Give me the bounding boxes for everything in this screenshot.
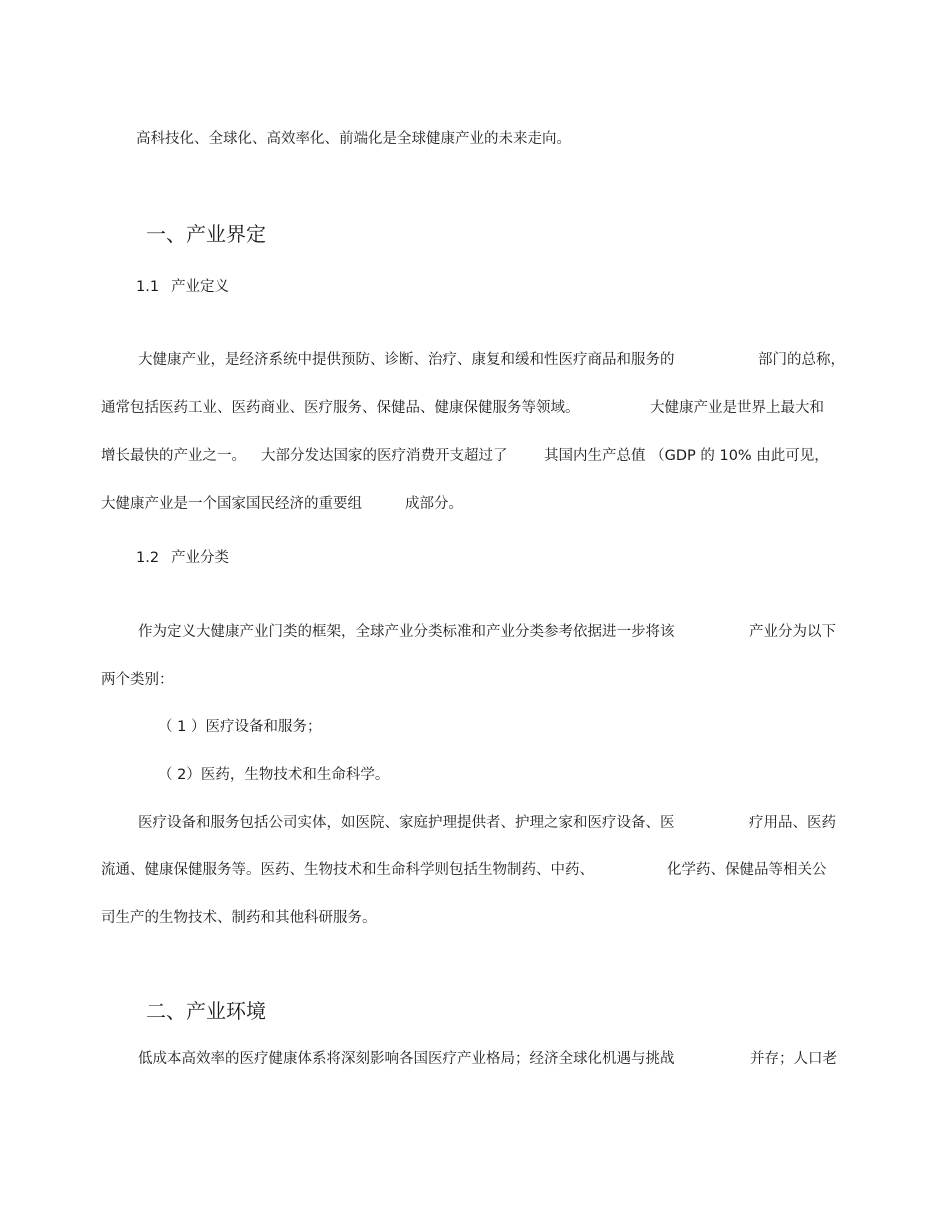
text-segment: 并存；人口老	[750, 1051, 837, 1067]
text-segment: 增长最快的产业之一。	[101, 448, 246, 464]
subsection-title: 产业定义	[171, 279, 230, 295]
subsection-1-2-heading	[136, 548, 229, 568]
definition-line-3	[101, 446, 841, 466]
classification-line-1	[138, 622, 843, 642]
text-segment: 低成本高效率的医疗健康体系将深刻影响各国医疗产业格局；经济全球化机遇与挑战	[138, 1051, 675, 1067]
category-item-1: （ 1 ）医疗设备和服务；	[158, 719, 322, 735]
category-detail-line-3: 司生产的生物技术、制药和其他科研服务。	[101, 910, 377, 926]
text-segment: 大健康产业是世界上最大和	[650, 400, 824, 416]
definition-line-4	[101, 494, 841, 514]
text-segment: 疗用品、医药	[749, 815, 836, 831]
subsection-1-1-heading	[136, 277, 229, 297]
text-segment: 流通、健康保健服务等。医药、生物技术和生命科学则包括生物制药、中药、	[101, 862, 594, 878]
text-segment: 大健康产业，是经济系统中提供预防、诊断、治疗、康复和缓和性医疗商品和服务的	[138, 352, 675, 368]
category-detail-line-2	[101, 860, 841, 880]
text-segment: 医疗设备和服务包括公司实体，如医院、家庭护理提供者、护理之家和医疗设备、医	[138, 815, 675, 831]
subsection-title: 产业分类	[171, 550, 230, 566]
definition-line-1	[138, 350, 845, 370]
text-segment: 化学药、保健品等相关公	[667, 862, 827, 878]
environment-line-1	[138, 1049, 843, 1069]
text-segment: 通常包括医药工业、医药商业、医疗服务、保健品、健康保健服务等领域。	[101, 400, 580, 416]
text-segment: 部门的总称，	[758, 352, 845, 368]
text-segment: 产业分为以下	[749, 624, 836, 640]
category-detail-line-1	[138, 813, 843, 833]
section-1-heading: 一、产业界定	[146, 222, 266, 246]
section-2-heading: 二、产业环境	[146, 999, 266, 1023]
intro-paragraph: 高科技化、全球化、高效率化、前端化是全球健康产业的未来走向。	[136, 131, 571, 147]
text-segment: 作为定义大健康产业门类的框架，全球产业分类标准和产业分类参考依据进一步将该	[138, 624, 675, 640]
definition-line-2	[101, 398, 841, 418]
text-segment: 成部分。	[405, 496, 463, 512]
text-segment: 大健康产业是一个国家国民经济的重要组	[101, 496, 362, 512]
category-item-2: （ 2）医药，生物技术和生命科学。	[158, 767, 390, 783]
subsection-number: 1.2	[136, 550, 160, 566]
text-segment: 大部分发达国家的医疗消费开支超过了	[261, 448, 508, 464]
subsection-number: 1.1	[136, 279, 160, 295]
classification-line-2: 两个类别：	[101, 672, 174, 688]
text-segment: 其国内生产总值 （GDP 的 10% 由此可见，	[544, 448, 829, 464]
